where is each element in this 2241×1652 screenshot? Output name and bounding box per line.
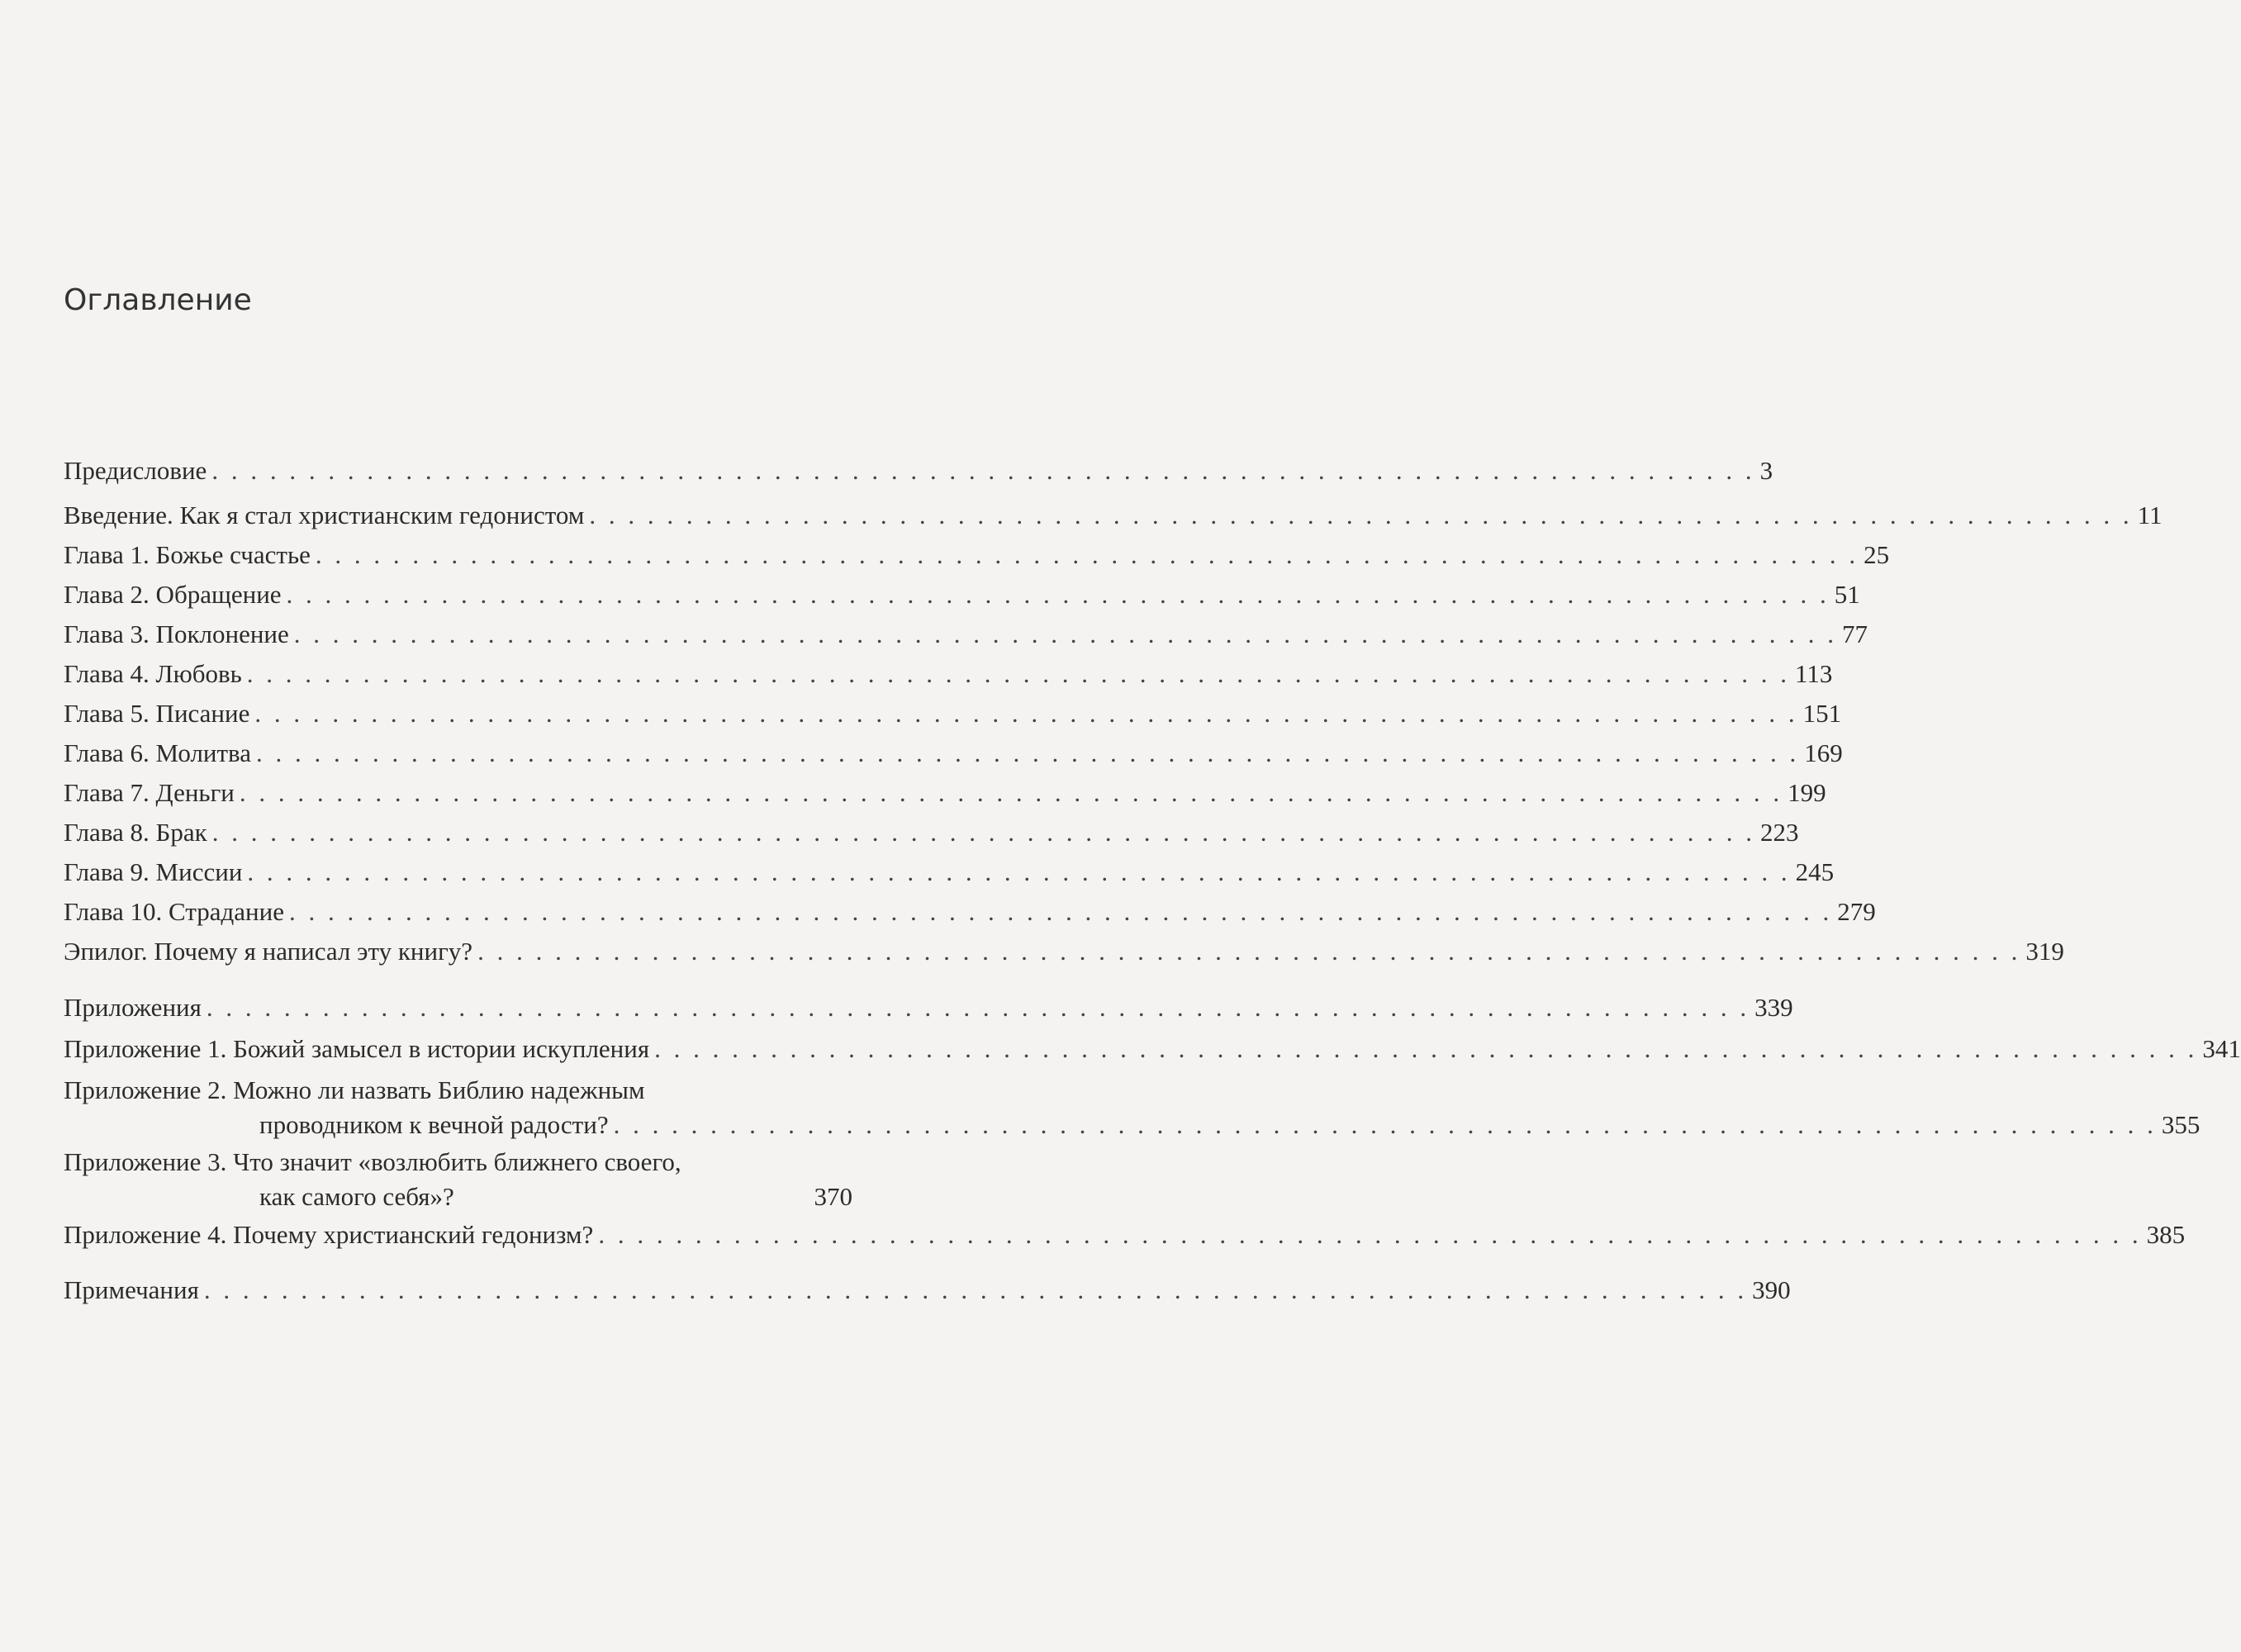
dot-leader: . . . . . . . . . . . . . . . . . . . . . . . . . . . . . . . . . . . . . . . . . . . . . . . . . . . . . . . . . . . . . . . . . . . . . . . . . . . . . . . . [203,1275,1748,1304]
dot-leader: . . . . . . . . . . . . . . . . . . . . . . . . . . . . . . . . . . . . . . . . . . . . . . . . . . . . . . . . . . . . . . . . . . . . . . . . . . . . . . . . [315,540,1859,569]
toc-entry-page: 25 [1864,540,1890,569]
dot-leader: . . . . . . . . . . . . . . . . . . . . . . . . . . . . . . . . . . . . . . . . . . . . . . . . . . . . . . . . . . . . . . . . . . . . . . . . . . . . . . . . [211,818,1755,847]
toc-entry-page: 339 [1754,993,1793,1022]
toc-entry-label: Примечания [64,1275,199,1304]
dot-leader: . . . . . . . . . . . . . . . . . . . . . . . . . . . . . . . . . . . . . . . . . . . . . . . . . . . . . . . . . . . . . . . . . . . . . . . . . . . . . . . . [613,1110,2157,1139]
toc-entry-appendix-1 [64,1031,2241,1067]
toc-entry-page: 223 [1759,818,1799,847]
toc-entry-chapter-4 [64,656,1833,692]
toc-entry-appendix-2 [64,1072,852,1108]
toc-entry-label: Глава 5. Писание [64,699,250,728]
toc-entry-page: 370 [814,1182,852,1211]
dot-leader: . . . . . . . . . . . . . . . . . . . . . . . . . . . . . . . . . . . . . . . . . . . . . . . . . . . . . . . . . . . . . . . . . . . . . . . . . . . . . . . . [247,857,1791,886]
toc-entry-label: Приложение 4. Почему христианский гедонизм? [64,1220,594,1249]
dot-leader: . . . . . . . . . . . . . . . . . . . . . . . . . . . . . . . . . . . . . . . . . . . . . . . . . . . . . . . . . . . . . . . . . . . . . . . . . . . . . . . . [293,620,1838,648]
toc-entry-chapter-7 [64,775,1826,811]
toc-entry-appendix-2-cont [64,1107,2201,1143]
toc-entry-label: Глава 8. Брак [64,818,207,847]
dot-leader: . . . . . . . . . . . . . . . . . . . . . . . . . . . . . . . . . . . . . . . . . . . . . . . . . . . . . . . . . . . . . . . . . . . . . . . . . . . . . . . . [598,1220,2142,1249]
toc-entry-chapter-5 [64,695,1842,732]
toc-entry-page: 245 [1795,857,1835,886]
toc-entry-label: Глава 3. Поклонение [64,620,289,648]
toc-entry-page: 341 [2202,1034,2241,1063]
dot-leader: . . . . . . . . . . . . . . . . . . . . . . . . . . . . . . . . . . . . . . . . . . . . . . . . . . . . . . . . . . . . . . . . . . . . . . . . . . . . . . . . [288,897,1833,926]
toc-entry-label: Глава 9. Миссии [64,857,243,886]
toc-entry-page: 390 [1752,1275,1791,1304]
dot-leader: . . . . . . . . . . . . . . . . . . . . . . . . . . . . . . . . . . . . . . . . . . . . . . . . . . . . . . . . . . . . . . . . . . . . . . . . . . . . . . . . [256,738,1800,767]
dot-leader: . . . . . . . . . . . . . . . . . . . . . . . . . . . . . . . . . . . . . . . . . . . . . . . . . . . . . . . . . . . . . . . . . . . . . . . . . . . . . . . . [206,993,1750,1022]
toc-entry-page: 199 [1788,778,1826,807]
toc-entry-label-continued: как самого себя»? [259,1182,454,1211]
toc-entry-epilogue [64,933,2064,970]
toc-entry-page: 169 [1804,738,1843,767]
dot-leader: . . . . . . . . . . . . . . . . . . . . . . . . . . . . . . . . . . . . . . . . . . . . . . . . . . . . . . . . . . . . . . . . . . . . . . . . . . . . . . . . [211,456,1755,485]
toc-entry-preface [64,453,1773,489]
toc-entry-chapter-6 [64,735,1843,771]
dot-leader: . . . . . . . . . . . . . . . . . . . . . . . . . . . . . . . . . . . . . . . . . . . . . . . . . . . . . . . . . . . . . . . . . . . . . . . . . . . . . . . . [654,1034,2198,1063]
toc-entry-label: Глава 7. Деньги [64,778,235,807]
toc-entry-appendix-3-cont [64,1179,852,1215]
toc-entry-page: 113 [1795,659,1833,688]
toc-entry-chapter-10 [64,894,1876,930]
toc-entry-label: Приложение 2. Можно ли назвать Библию надежным [64,1075,645,1104]
toc-entry-label: Введение. Как я стал христианским гедонистом [64,501,585,529]
toc-entry-appendices [64,990,1793,1026]
toc-entry-label: Глава 2. Обращение [64,580,282,609]
toc-entry-page: 77 [1842,620,1868,648]
toc-entry-chapter-8 [64,814,1799,851]
toc-entry-appendix-3 [64,1144,852,1180]
toc-entry-chapter-3 [64,616,1868,653]
toc-entry-label: Глава 1. Божье счастье [64,540,311,569]
toc-entry-label: Глава 4. Любовь [64,659,242,688]
toc-entry-label: Глава 10. Страдание [64,897,284,926]
toc-entry-appendix-4 [64,1217,2186,1253]
toc-entry-label: Предисловие [64,456,207,485]
dot-leader: . . . . . . . . . . . . . . . . . . . . . . . . . . . . . . . . . . . . . . . . . . . . . . . . . . . . . . . . . . . . . . . . . . . . . . . . . . . . . . . . [477,937,2021,966]
toc-entry-chapter-2 [64,577,1860,613]
toc-entry-chapter-9 [64,854,1835,890]
toc-entry-label: Глава 6. Молитва [64,738,252,767]
toc-entry-page: 11 [2137,501,2163,529]
toc-entry-label: Приложение 3. Что значит «возлюбить ближнего своего, [64,1147,681,1176]
dot-leader: . . . . . . . . . . . . . . . . . . . . . . . . . . . . . . . . . . . . . . . . . . . . . . . . . . . . . . . . . . . . . . . . . . . . . . . . . . . . . . . . [589,501,2133,529]
page-title: Оглавление [64,283,252,317]
toc-entry-page: 355 [2161,1110,2201,1139]
toc-entry-chapter-1 [64,537,1890,573]
dot-leader: . . . . . . . . . . . . . . . . . . . . . . . . . . . . . . . . . . . . . . . . . . . . . . . . . . . . . . . . . . . . . . . . . . . . . . . . . . . . . . . . [246,659,1791,688]
toc-entry-page: 279 [1837,897,1876,926]
dot-leader: . . . . . . . . . . . . . . . . . . . . . . . . . . . . . . . . . . . . . . . . . . . . . . . . . . . . . . . . . . . . . . . . . . . . . . . . . . . . . . . . [254,699,1798,728]
toc-entry-introduction [64,497,2163,534]
toc-entry-page: 385 [2146,1220,2186,1249]
toc-entry-label: Приложения [64,993,202,1022]
dot-leader: . . . . . . . . . . . . . . . . . . . . . . . . . . . . . . . . . . . . . . . . . . . . . . . . . . . . . . . . . . . . . . . . . . . . . . . . . . . . . . . . [286,580,1830,609]
toc-entry-label-continued: проводником к вечной радости? [259,1110,609,1139]
dot-leader: . . . . . . . . . . . . . . . . . . . . . . . . . . . . . . . . . . . . . . . . . . . . . . . . . . . . . . . . . . . . . . . . . . . . . . . . . . . . . . . . [239,778,1783,807]
toc-entry-page: 3 [1759,456,1773,485]
toc-entry-label: Приложение 1. Божий замысел в истории искупления [64,1034,650,1063]
toc-entry-page: 151 [1802,699,1842,728]
toc-entry-label: Эпилог. Почему я написал эту книгу? [64,937,473,966]
toc-entry-page: 51 [1834,580,1860,609]
toc-entry-notes [64,1272,1791,1308]
toc-entry-page: 319 [2025,937,2064,966]
